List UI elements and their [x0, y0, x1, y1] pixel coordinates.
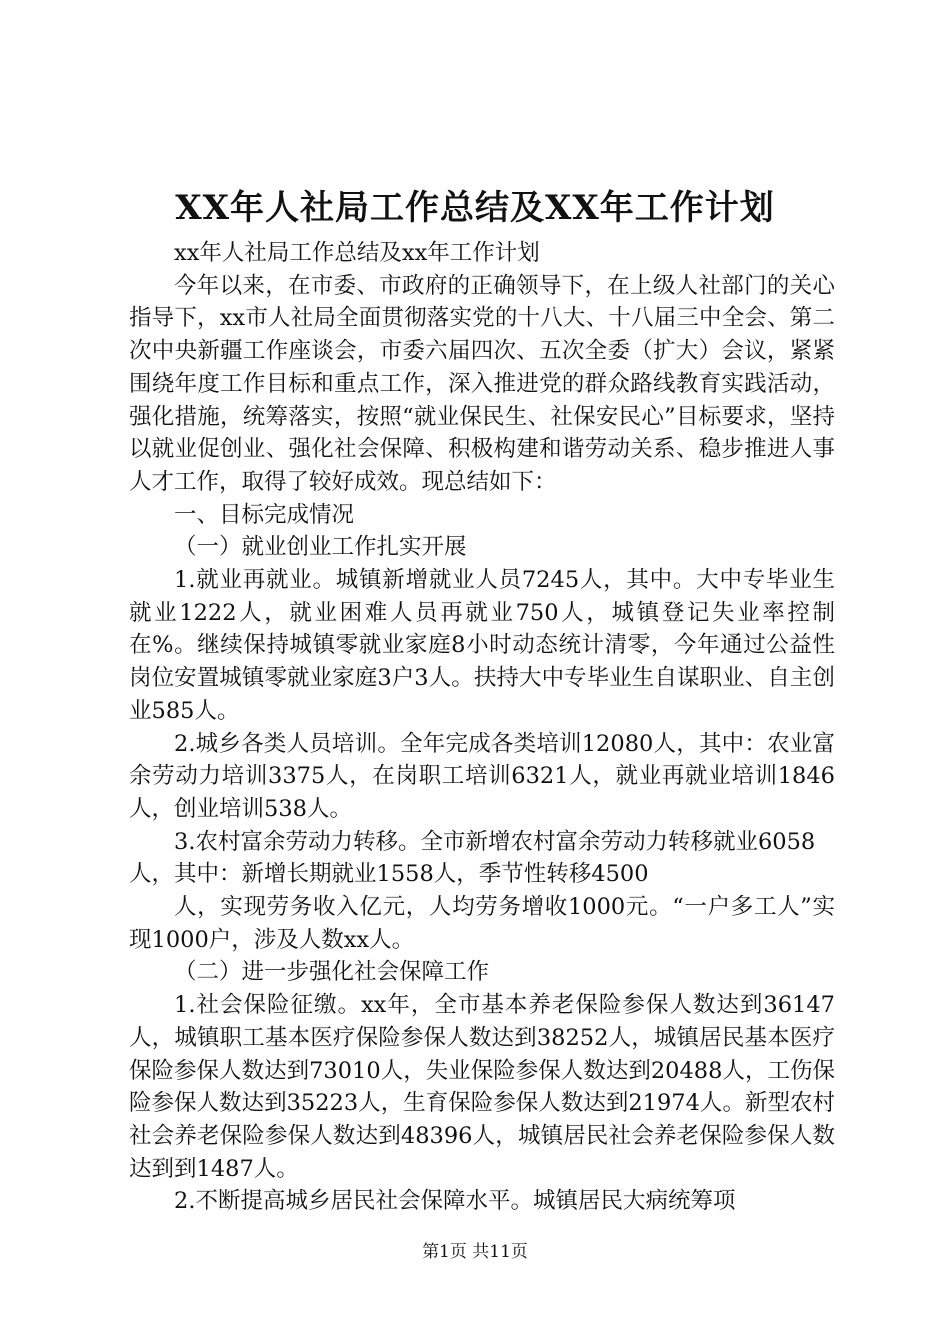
- subtitle-paragraph: xx年人社局工作总结及xx年工作计划: [174, 240, 540, 266]
- subsection-heading: （一）就业创业工作扎实开展: [174, 534, 467, 561]
- body-paragraph: 3.农村富余劳动力转移。全市新增农村富余劳动力转移就业6058人，其中：新增长期就业1558人，季节性转移4500: [129, 828, 816, 888]
- body-paragraph: 2.城乡各类人员培训。全年完成各类培训12080人，其中：农业富余劳动力培训3375人，在岗职工培训6321人，就业再就业培训1846人，创业培训538人。: [129, 730, 835, 822]
- page-footer: 第1页 共11页: [422, 1242, 528, 1262]
- intro-paragraph: 今年以来，在市委、市政府的正确领导下，在上级人社部门的关心指导下，xx市人社局全面贯彻落实党的十八大、十八届三中全会、第二次中央新疆工作座谈会，市委六届四次、五次全委（扩大）会议，紧紧围绕年度工作目标和重点工作，深入推进党的群众路线教育实践活动，强化措施，统筹落实，按照“就业保民生、社保安民心”目标要求，坚持以就业促创业、强化社会保障、积极构建和谐劳动关系、稳步推进人事人才工作，取得了较好成效。现总结如下：: [129, 272, 835, 495]
- body-paragraph: 1.就业再就业。城镇新增就业人员7245人，其中。大中专毕业生就业1222人，就业困难人员再就业750人，城镇登记失业率控制在%。继续保持城镇零就业家庭8小时动态统计清零，今年通过公益性岗位安置城镇零就业家庭3户3人。扶持大中专毕业生自谋职业、自主创业585人。: [129, 567, 835, 724]
- document-title: XX年人社局工作总结及XX年工作计划: [175, 188, 775, 228]
- document-body: [129, 237, 835, 1218]
- body-paragraph: 1.社会保险征缴。xx年，全市基本养老保险参保人数达到36147人，城镇职工基本医疗保险参保人数达到38252人，城镇居民基本医疗保险参保人数达到73010人，失业保险参保人数达到20488人，工伤保险参保人数达到35223人，生育保险参保人数达到21974人。新型农村社会养老保险参保人数达到48396人，城镇居民社会养老保险参保人数达到到1487人。: [129, 992, 835, 1182]
- body-paragraph-continued: 人，实现劳务收入亿元，人均劳务增收1000元。“一户多工人”实现1000户，涉及人数xx人。: [129, 894, 835, 953]
- body-paragraph: 2.不断提高城乡居民社会保障水平。城镇居民大病统筹项: [174, 1188, 736, 1215]
- section-heading: 一、目标完成情况: [174, 501, 355, 528]
- subsection-heading: （二）进一步强化社会保障工作: [174, 959, 490, 986]
